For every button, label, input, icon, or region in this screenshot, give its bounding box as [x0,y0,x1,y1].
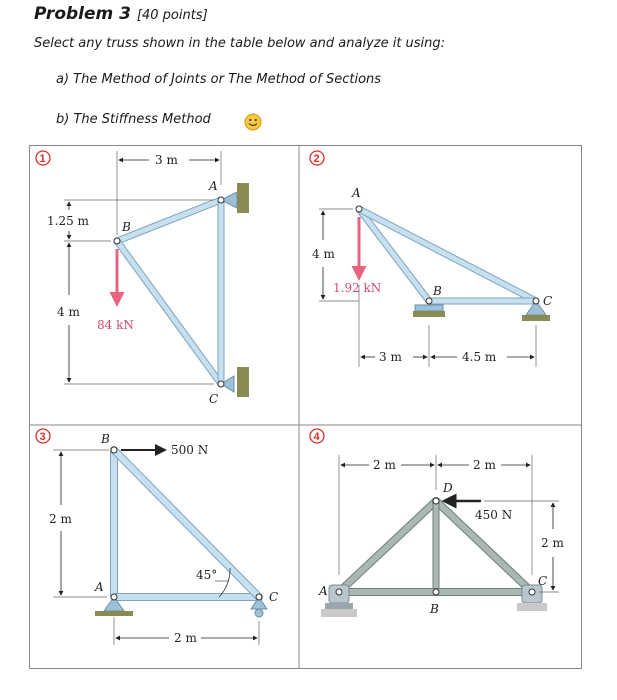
problem-intro: Select any truss shown in the table below and analyze it using: [34,36,446,51]
wall-support [237,367,249,397]
joint-label: C [209,392,219,406]
dim-label: 3 m [379,350,402,364]
member-bc [114,450,259,597]
problem-points: [40 points] [136,8,208,23]
joint-label: B [433,284,442,298]
truss-3 [36,429,278,645]
dim-label: 4.5 m [462,350,497,364]
member-ac [359,209,536,301]
dim-label: 2 m [49,512,72,526]
joint-label: A [319,584,328,598]
member-ad [339,501,436,592]
dim-label: 1.25 m [47,214,89,228]
dim-label: 2 m [541,536,564,550]
joint-label: A [352,186,361,200]
joint-label: D [443,481,453,495]
truss-4-number: 4 [313,431,320,443]
dim-label: 4 m [312,247,335,261]
wall-support [237,183,249,213]
load-label: 500 N [171,443,209,457]
truss-2-number: 2 [313,153,320,165]
truss-2 [310,151,552,367]
truss-3-number: 3 [39,431,46,443]
problem-title [34,4,208,24]
dim-label: 2 m [174,631,197,645]
joint-label: C [269,590,279,604]
load-label: 1.92 kN [333,281,382,295]
load-label: 450 N [475,508,513,522]
smiley-icon [244,113,262,131]
part-a-text: a) The Method of Joints or The Method of Sections [56,72,382,87]
member-ab [117,200,221,241]
angle-label: 45° [196,568,218,582]
joint-label: B [430,602,439,616]
load-label: 84 kN [97,318,134,332]
truss-1 [36,151,249,406]
truss-4 [310,429,564,617]
joint-label: C [543,294,553,308]
truss-1-number: 1 [39,153,46,165]
truss-table [29,145,582,669]
joint-label: A [209,179,218,193]
dim-label: 3 m [155,153,178,167]
joint-label: C [538,574,548,588]
dim-label: 2 m [473,458,496,472]
dim-label: 2 m [373,458,396,472]
dim-label: 4 m [57,305,80,319]
part-b-text: b) The Stiffness Method [56,112,211,127]
joint-label: B [122,220,131,234]
joint-label: A [95,580,104,594]
problem-number: Problem 3 [34,4,131,24]
joint-label: B [101,432,110,446]
member-bc [117,241,221,384]
